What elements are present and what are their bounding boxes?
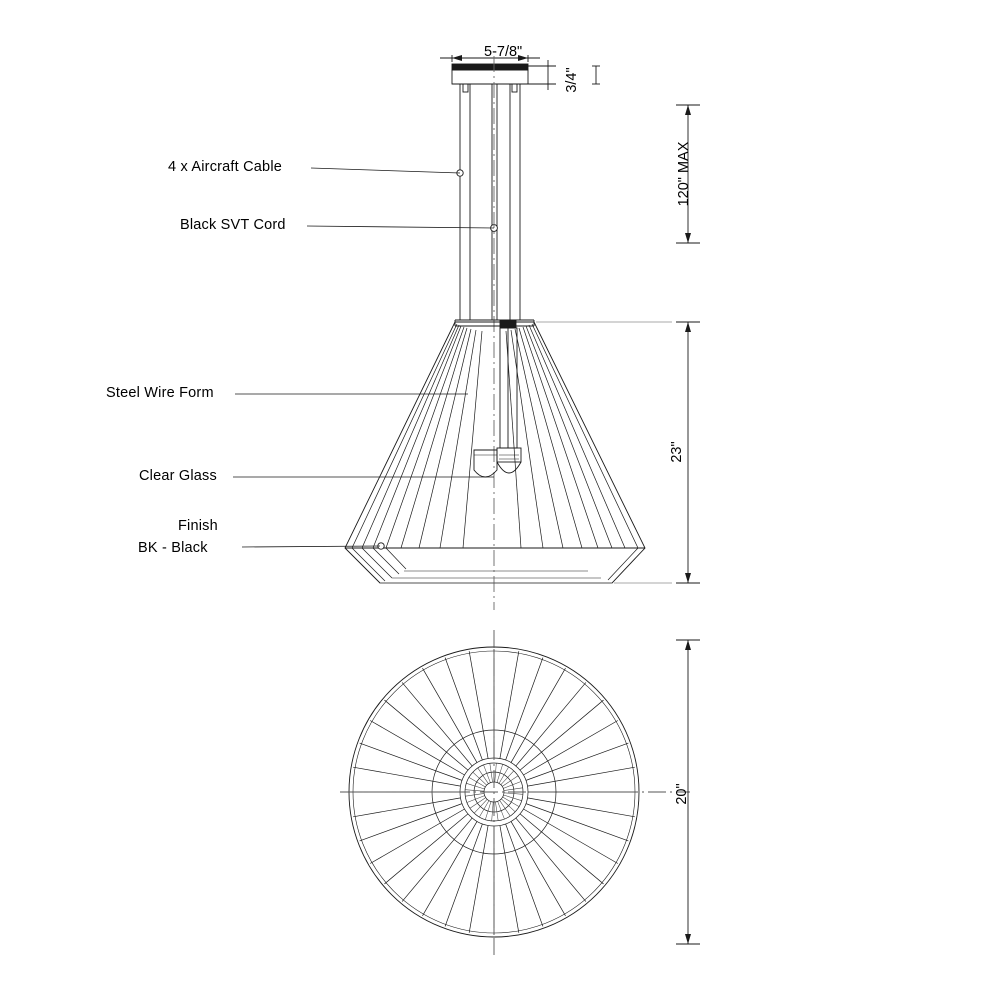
wire-ribs-left bbox=[352, 324, 482, 548]
dimension-shade-diameter: 20" bbox=[674, 783, 690, 805]
wire-ribs-right bbox=[506, 324, 638, 548]
shade-top-ring bbox=[455, 320, 534, 328]
callout-steel-wire-form: Steel Wire Form bbox=[106, 385, 214, 401]
dimension-max-drop: 120" MAX bbox=[676, 141, 692, 207]
shade-cone-outline bbox=[345, 322, 645, 583]
shade-hem-bands bbox=[352, 548, 638, 581]
callout-aircraft-cable: 4 x Aircraft Cable bbox=[168, 159, 283, 175]
dimension-canopy-width: 5-7/8" bbox=[484, 44, 523, 60]
callout-clear-glass: Clear Glass bbox=[139, 468, 217, 484]
plan-center-lines bbox=[340, 630, 690, 955]
aircraft-cables bbox=[457, 84, 520, 320]
socket-assembly bbox=[497, 328, 521, 473]
canopy bbox=[452, 64, 528, 84]
extension-lines bbox=[536, 322, 672, 583]
dimension-shade-height: 23" bbox=[669, 441, 685, 463]
callout-finish-color: BK - Black bbox=[138, 540, 208, 556]
callout-svt-cord: Black SVT Cord bbox=[180, 217, 286, 233]
dimension-canopy-height: 3/4" bbox=[564, 67, 580, 93]
shade-bottom-plane bbox=[380, 571, 612, 583]
callout-finish: Finish bbox=[178, 518, 218, 534]
